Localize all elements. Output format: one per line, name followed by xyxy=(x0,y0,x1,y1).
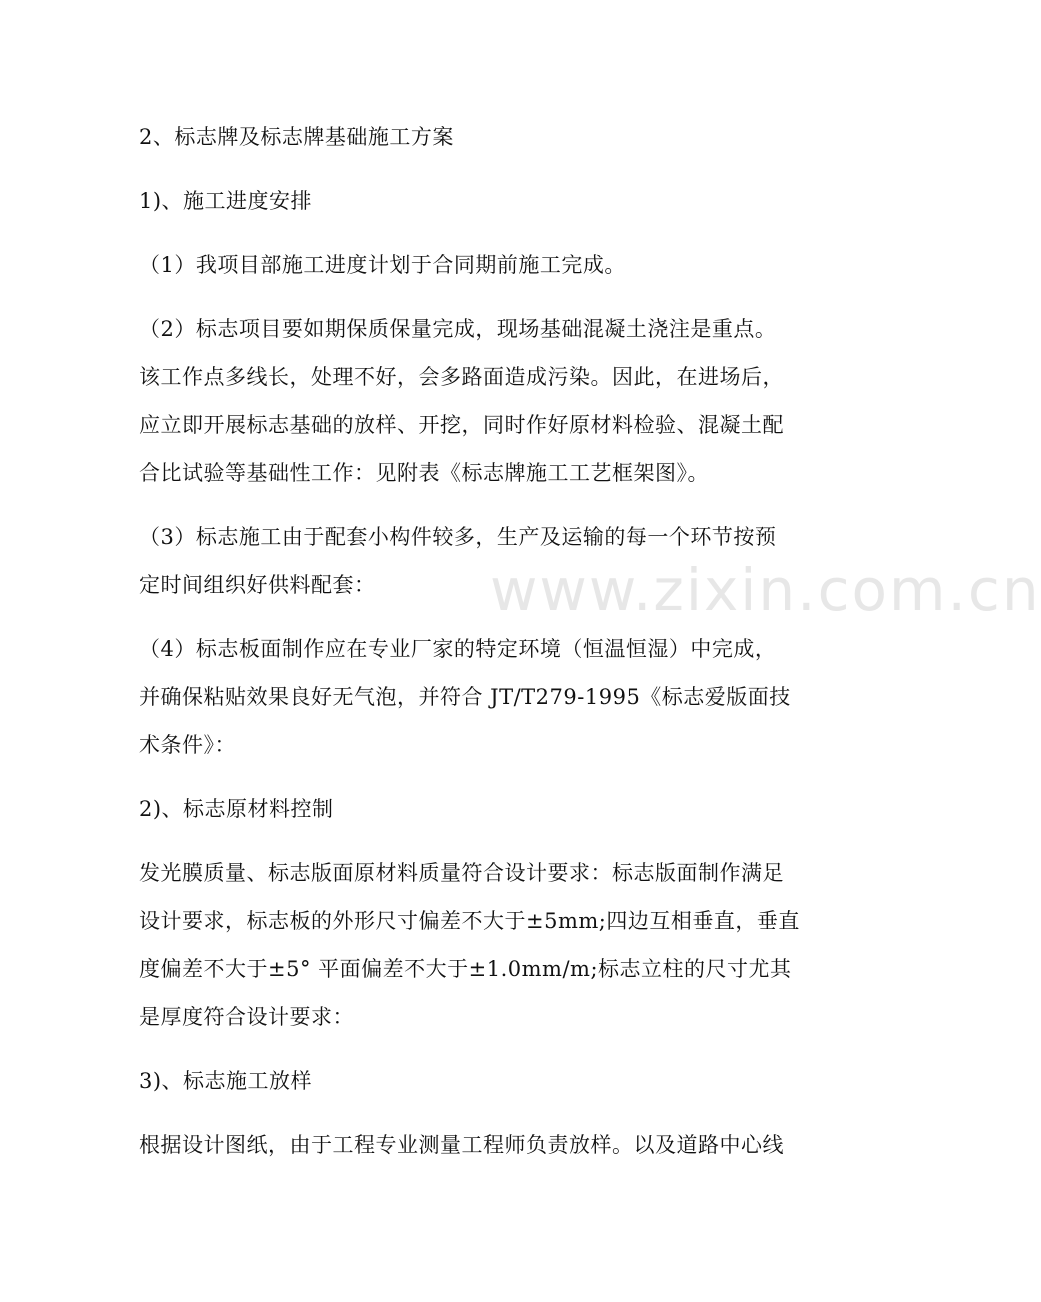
subsection-heading: 1)、施工进度安排 xyxy=(139,189,313,213)
paragraph-line: 应立即开展标志基础的放样、开挖，同时作好原材料检验、混凝土配 xyxy=(139,413,784,437)
paragraph-line: 并确保粘贴效果良好无气泡，并符合 JT/T279-1995《标志爱版面技 xyxy=(139,685,791,709)
paragraph-line: 根据设计图纸，由于工程专业测量工程师负责放样。以及道路中心线 xyxy=(139,1133,784,1157)
paragraph-line: （1）我项目部施工进度计划于合同期前施工完成。 xyxy=(139,253,626,277)
watermark: www.zixin.com.cn xyxy=(490,556,1041,624)
paragraph-line: 发光膜质量、标志版面原材料质量符合设计要求：标志版面制作满足 xyxy=(139,861,784,885)
paragraph-line: （2）标志项目要如期保质保量完成，现场基础混凝土浇注是重点。 xyxy=(139,317,777,341)
paragraph-line: （3）标志施工由于配套小构件较多，生产及运输的每一个环节按预 xyxy=(139,525,777,549)
paragraph-line: 合比试验等基础性工作：见附表《标志牌施工工艺框架图》。 xyxy=(139,461,709,485)
paragraph-line: 该工作点多线长，处理不好，会多路面造成污染。因此，在进场后， xyxy=(139,365,784,389)
paragraph-line: 定时间组织好供料配套： xyxy=(139,573,376,597)
paragraph-line: 是厚度符合设计要求： xyxy=(139,1005,354,1029)
paragraph-line: （4）标志板面制作应在专业厂家的特定环境（恒温恒湿）中完成， xyxy=(139,637,777,661)
section-heading: 2、标志牌及标志牌基础施工方案 xyxy=(139,125,454,149)
subsection-heading: 3)、标志施工放样 xyxy=(139,1069,313,1093)
paragraph-line: 设计要求，标志板的外形尺寸偏差不大于±5mm;四边互相垂直，垂直 xyxy=(139,909,800,933)
subsection-heading: 2)、标志原材料控制 xyxy=(139,797,334,821)
paragraph-line: 度偏差不大于±5° 平面偏差不大于±1.0mm/m;标志立柱的尺寸尤其 xyxy=(139,957,792,981)
paragraph-line: 术条件》： xyxy=(139,733,236,757)
